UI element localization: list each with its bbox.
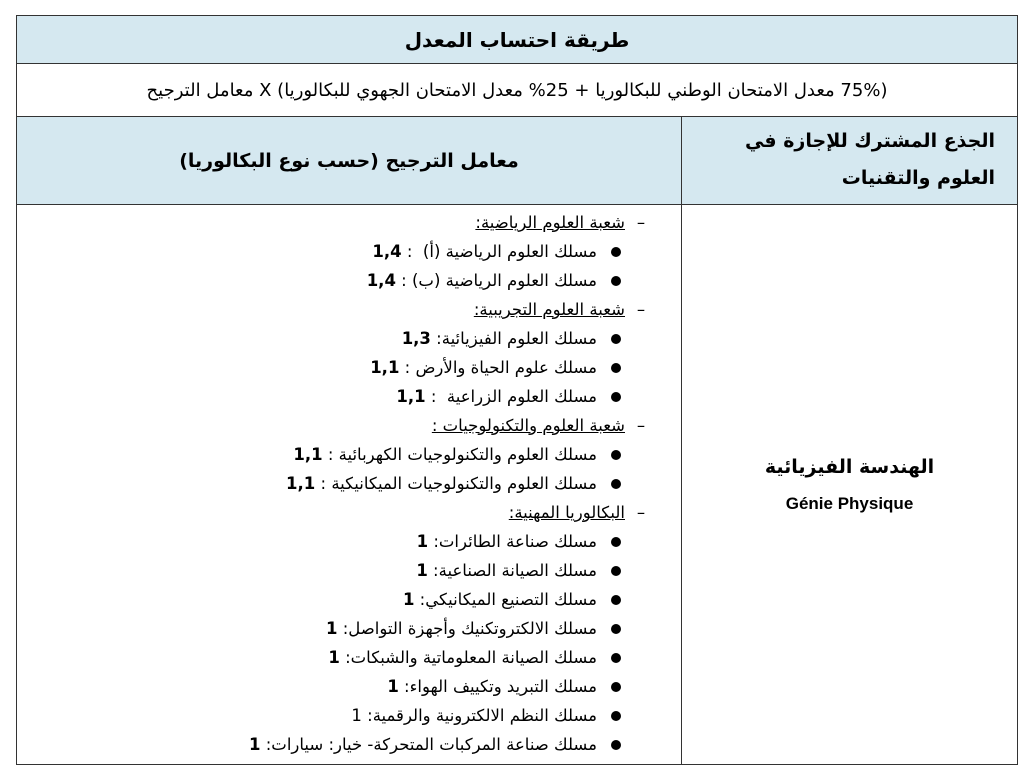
formula-text: (75% معدل الامتحان الوطني للبكالوريا + 25% معدل الامتحان الجهوي للبكالوريا) X معامل الترجيح [146,79,888,101]
dash-icon: – [636,503,646,522]
coefficient-value: 1 [387,677,399,696]
group-title-text: شعبة العلوم الرياضية: [475,213,625,232]
header-right-text: الجذع المشترك للإجازة في العلوم والتقنيات [744,130,995,189]
track-label: مسلك الصيانة الصناعية: [427,561,597,580]
coefficient-value: 1,1 [286,474,316,493]
track-label: مسلك التصنيع الميكانيكي: [414,590,597,609]
track-label: مسلك العلوم والتكنولوجيات الميكانيكية : [315,474,597,493]
list-item [249,672,657,701]
list-item [249,324,657,353]
list-item [249,440,657,469]
coefficient-value: 1 [325,619,338,638]
bullet-icon [611,247,621,257]
specialty-french: Génie Physique [785,493,914,513]
list-item [249,556,657,585]
track-label: مسلك العلوم الفيزيائية: [430,329,597,348]
track-label: مسلك الصيانة المعلوماتية والشبكات: [339,648,597,667]
track-label: مسلك العلوم والتكنولوجيات الكهربائية : [322,445,597,464]
list-item [249,585,657,614]
track-label: مسلك العلوم الرياضية (ب) : [395,271,597,290]
coefficient-value: 1,1 [370,358,400,377]
bac-groups-list [249,208,657,759]
coefficient-value: 1 [402,590,415,609]
coefficient-value: 1 [328,648,340,667]
bullet-icon [611,363,621,373]
list-item [249,614,657,643]
coefficient-value: 1 [416,532,429,551]
bullet-icon [611,392,621,402]
header-cell-right [681,117,1017,204]
track-label: مسلك العلوم الرياضية (أ) : [401,242,597,261]
track-label: مسلك العلوم الزراعية : [425,387,597,406]
list-item [249,382,657,411]
group-title-text: البكالوريا المهنية: [508,503,625,522]
group-title-text: شعبة العلوم التجريبية: [473,300,625,319]
coefficient-value: 1,1 [396,387,426,406]
track-label: مسلك علوم الحياة والأرض : [399,358,597,377]
list-item [249,237,657,266]
coefficient-value: 1 [249,735,261,754]
bullet-icon [611,624,621,634]
table-title: طريقة احتساب المعدل [404,27,630,52]
dash-icon: – [636,300,646,319]
coefficient-value: 1,3 [401,329,431,348]
list-item [249,527,657,556]
dash-icon: – [636,213,646,232]
list-item [249,353,657,382]
bullet-icon [611,450,621,460]
header-cell-left [17,117,681,204]
coefficient-value: 1,1 [293,445,323,464]
bullet-icon [611,566,621,576]
bullet-icon [611,740,621,750]
coefficient-value: 1 [416,561,428,580]
bullet-icon [611,682,621,692]
coefficient-value: 1,4 [366,271,396,290]
coefficient-table [16,15,1018,765]
track-label: مسلك التبريد وتكييف الهواء: [398,677,597,696]
header-left-text: معامل الترجيح (حسب نوع البكالوريا) [179,149,519,172]
table-title-row [17,16,1017,64]
bac-group-title [249,295,657,324]
bullet-icon [611,711,621,721]
dash-icon: – [636,416,646,435]
bullet-icon [611,537,621,547]
track-label: مسلك صناعة الطائرات: [428,532,597,551]
formula-row [17,64,1017,117]
bullet-icon [611,479,621,489]
body-row [17,205,1017,764]
bac-group-title [249,411,657,440]
list-item [249,469,657,498]
specialty-arabic: الهندسة الفيزيائية [764,455,935,478]
list-item [249,730,657,759]
list-item [249,643,657,672]
track-label: مسلك النظم الالكترونية والرقمية: [361,706,597,725]
coefficient-value: 1,4 [372,242,402,261]
bullet-icon [611,595,621,605]
track-label: مسلك الالكتروتكنيك وأجهزة التواصل: [337,619,597,638]
list-item [249,701,657,730]
bac-group-title [249,208,657,237]
bullet-icon [611,334,621,344]
coefficient-value: 1 [351,706,362,725]
coefficients-cell [17,205,681,764]
group-title-text: شعبة العلوم والتكنولوجيات : [431,416,625,435]
track-label: مسلك صناعة المركبات المتحركة- خيار: سيارات: [260,735,597,754]
specialty-cell [681,205,1017,764]
bac-group-title [249,498,657,527]
list-item [249,266,657,295]
bullet-icon [611,276,621,286]
header-row [17,117,1017,205]
bullet-icon [611,653,621,663]
